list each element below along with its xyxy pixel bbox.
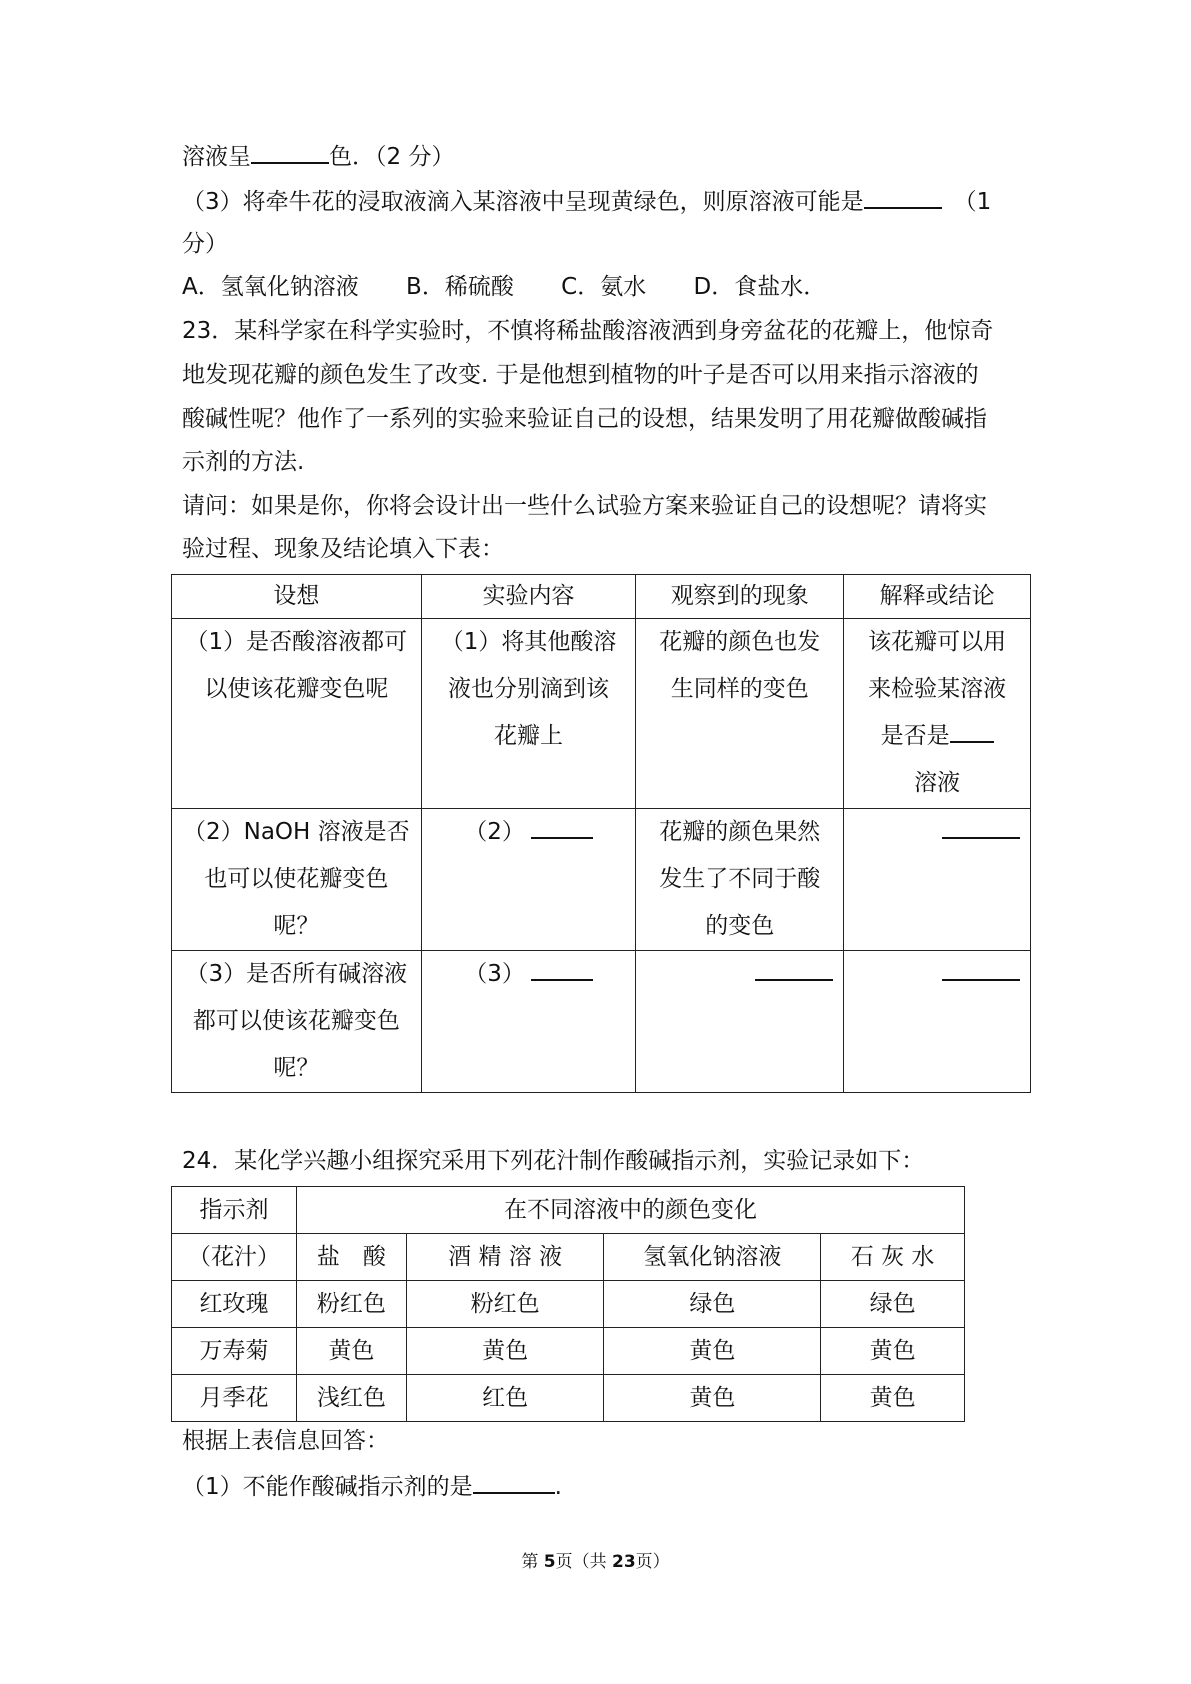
color-cell: 黄色 <box>821 1328 965 1375</box>
q24-question-1-text: （1）不能作酸碱指示剂的是 <box>182 1474 473 1500</box>
color-cell: 黄色 <box>821 1375 965 1422</box>
header-cell: 设想 <box>172 575 422 619</box>
q23-paragraph-line: 验过程、现象及结论填入下表： <box>182 536 504 562</box>
q22-line1-text-post: 色．（2 分） <box>329 144 455 170</box>
answer-blank <box>950 719 994 743</box>
answer-blank <box>942 815 1020 839</box>
color-cell: 绿色 <box>821 1281 965 1328</box>
table-row <box>172 951 1031 1093</box>
header-cell: 解释或结论 <box>844 575 1031 619</box>
table-row <box>172 1375 965 1422</box>
q22-line3: 分） <box>182 231 228 257</box>
solution-header-cell: 酒 精 溶 液 <box>406 1234 604 1281</box>
cell-line: 花瓣上 <box>494 723 564 749</box>
header-cell: 实验内容 <box>421 575 636 619</box>
page-footer <box>0 1547 1191 1572</box>
observation-cell <box>636 951 844 1093</box>
answer-blank <box>251 140 329 164</box>
experiment-cell <box>421 809 636 951</box>
option-d: D．食盐水． <box>693 274 827 300</box>
conclusion-cell <box>844 619 1031 809</box>
solution-header-cell: 氢氧化钠溶液 <box>604 1234 821 1281</box>
cell-line: 花瓣的颜色果然 <box>659 819 821 845</box>
cell-line: 以使该花瓣变色呢 <box>204 676 389 702</box>
answer-blank <box>942 957 1020 981</box>
cell-line <box>850 713 1024 760</box>
color-cell: 黄色 <box>406 1328 604 1375</box>
color-cell: 浅红色 <box>296 1375 406 1422</box>
cell-line: （1）是否酸溶液都可 <box>185 629 408 655</box>
q23-paragraph-line: 示剂的方法. <box>182 449 305 475</box>
answer-blank <box>531 815 593 839</box>
cell-line: 发生了不同于酸 <box>659 866 821 892</box>
cell-line: 来检验某溶液 <box>868 676 1007 702</box>
indicator-table <box>171 1186 965 1422</box>
table-header-row <box>172 575 1031 619</box>
cell-line: （3）是否所有碱溶液 <box>185 961 408 987</box>
q22-line1-text: 溶液呈 <box>182 144 251 170</box>
hypothesis-cell <box>172 619 422 809</box>
color-cell: 黄色 <box>604 1328 821 1375</box>
cell-text: （2） <box>464 819 525 845</box>
conclusion-cell <box>844 809 1031 951</box>
option-b: B．稀硫酸 <box>406 274 514 300</box>
option-c: C．氨水 <box>561 274 647 300</box>
q23-paragraph-line: 请问：如果是你，你将会设计出一些什么试验方案来验证自己的设想呢？请将实 <box>182 493 987 519</box>
total-pages: 23 <box>611 1552 636 1572</box>
indicator-subheader-row <box>172 1234 965 1281</box>
hypothesis-cell <box>172 809 422 951</box>
q23-paragraph-line: 23．某科学家在科学实验时，不慎将稀盐酸溶液洒到身旁盆花的花瓣上，他惊奇 <box>182 318 994 344</box>
q24-intro: 24．某化学兴趣小组探究采用下列花汁制作酸碱指示剂，实验记录如下： <box>182 1148 925 1174</box>
color-cell: 黄色 <box>296 1328 406 1375</box>
color-cell: 粉红色 <box>406 1281 604 1328</box>
cell-line: 呢？ <box>273 913 320 939</box>
flower-name-cell: 红玫瑰 <box>172 1281 297 1328</box>
cell-line: 该花瓣可以用 <box>868 629 1007 655</box>
experiment-cell <box>421 619 636 809</box>
indicator-header-row <box>172 1187 965 1234</box>
indicator-header-cell: 指示剂 <box>172 1187 297 1234</box>
experiment-table <box>171 574 1031 1093</box>
observation-cell <box>636 809 844 951</box>
table-row <box>172 1281 965 1328</box>
cell-line: 也可以使花瓣变色 <box>204 866 389 892</box>
q22-options <box>182 272 866 302</box>
cell-line: 花瓣的颜色也发 <box>659 629 821 655</box>
q23-paragraph-line: 地发现花瓣的颜色发生了改变. 于是他想到植物的叶子是否可以用来指示溶液的 <box>182 362 979 388</box>
flower-name-cell: 万寿菊 <box>172 1328 297 1375</box>
cell-text: （3） <box>464 961 525 987</box>
q23-paragraph-line: 酸碱性呢？他作了一系列的实验来验证自己的设想，结果发明了用花瓣做酸碱指 <box>182 406 987 432</box>
table-row <box>172 619 1031 809</box>
color-cell: 黄色 <box>604 1375 821 1422</box>
answer-blank <box>531 957 593 981</box>
footer-text: 第 <box>521 1552 544 1572</box>
indicator-header-cell: （花汁） <box>172 1234 297 1281</box>
answer-blank <box>755 957 833 981</box>
cell-line: 溶液 <box>914 770 961 796</box>
footer-text: 页） <box>635 1552 670 1572</box>
footer-text: 页（共 <box>555 1552 612 1572</box>
observation-cell <box>636 619 844 809</box>
cell-line: 生同样的变色 <box>670 676 809 702</box>
cell-line: （1）将其他酸溶 <box>440 629 617 655</box>
cell-text: 是否是 <box>880 723 950 749</box>
q22-line2 <box>182 185 991 217</box>
flower-name-cell: 月季花 <box>172 1375 297 1422</box>
table-row <box>172 809 1031 951</box>
cell-line: （2）NaOH 溶液是否 <box>183 819 410 845</box>
cell-line: 都可以使该花瓣变色 <box>192 1008 400 1034</box>
header-cell: 观察到的现象 <box>636 575 844 619</box>
hypothesis-cell <box>172 951 422 1093</box>
color-cell: 绿色 <box>604 1281 821 1328</box>
cell-line: 的变色 <box>705 913 775 939</box>
page-number: 5 <box>543 1552 556 1572</box>
q22-line1 <box>182 140 454 172</box>
table-row <box>172 1328 965 1375</box>
experiment-cell <box>421 951 636 1093</box>
conclusion-cell <box>844 951 1031 1093</box>
answer-blank <box>864 185 942 209</box>
cell-line: 呢？ <box>273 1055 320 1081</box>
q24-question-1 <box>182 1470 562 1502</box>
option-a: A．氢氧化钠溶液 <box>182 274 359 300</box>
q22-line2-text: （3）将牵牛花的浸取液滴入某溶液中呈现黄绿色，则原溶液可能是 <box>182 189 864 215</box>
color-cell: 粉红色 <box>296 1281 406 1328</box>
span-header-cell: 在不同溶液中的颜色变化 <box>296 1187 964 1234</box>
q24-after-text: 根据上表信息回答： <box>182 1428 389 1454</box>
q22-line2-text-post: （1 <box>953 189 992 215</box>
color-cell: 红色 <box>406 1375 604 1422</box>
cell-line: 液也分别滴到该 <box>448 676 610 702</box>
q24-question-1-post: . <box>554 1474 562 1500</box>
answer-blank <box>473 1470 555 1494</box>
solution-header-cell: 石 灰 水 <box>821 1234 965 1281</box>
solution-header-cell: 盐 酸 <box>296 1234 406 1281</box>
